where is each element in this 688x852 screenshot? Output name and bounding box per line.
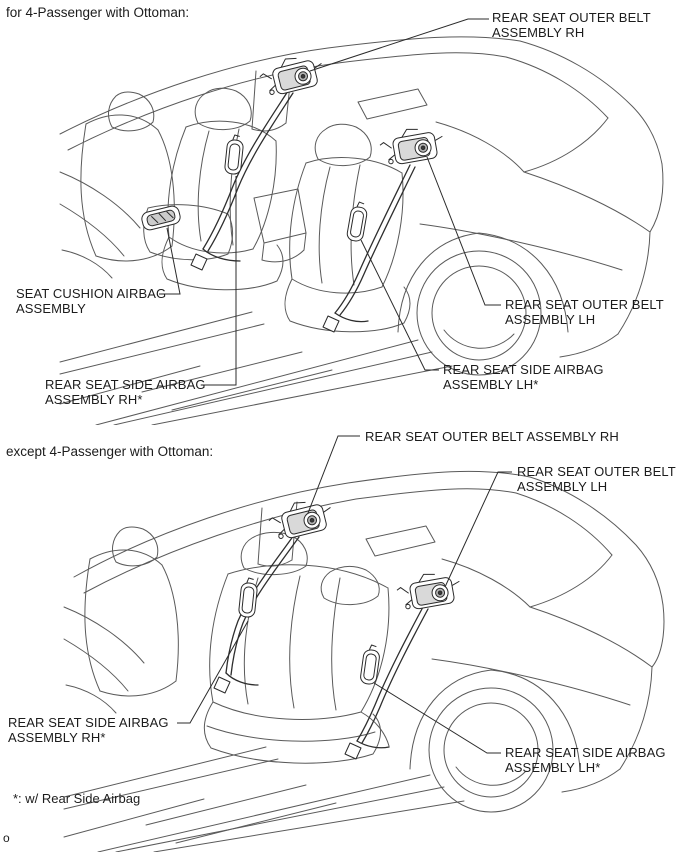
section-title-4passenger: for 4-Passenger with Ottoman: <box>6 5 190 20</box>
section-title-except-4passenger: except 4-Passenger with Ottoman: <box>6 444 214 459</box>
label-line: ASSEMBLY RH* <box>8 730 106 745</box>
page-marker: o <box>3 831 10 845</box>
belt-buckle-lh <box>345 743 361 759</box>
label-line: ASSEMBLY LH <box>517 479 608 494</box>
rear-seats-art <box>144 88 410 332</box>
seat-belts <box>191 91 415 332</box>
label-line: REAR SEAT SIDE AIRBAG <box>8 715 169 730</box>
label-rear-seat-outer-belt-rh-d2 <box>365 429 619 444</box>
label-line: SEAT CUSHION AIRBAG <box>16 286 167 301</box>
label-line: REAR SEAT OUTER BELT <box>517 464 676 479</box>
label-rear-seat-side-airbag-lh-d2 <box>505 745 666 775</box>
label-line: ASSEMBLY LH <box>505 312 596 327</box>
side-airbag-module-lh <box>360 644 381 685</box>
label-rear-seat-side-airbag-lh-d1 <box>443 362 604 392</box>
label-rear-seat-side-airbag-rh-d2 <box>8 715 169 745</box>
label-rear-seat-outer-belt-lh-d1 <box>505 297 664 327</box>
side-airbag-module-rh <box>224 134 244 174</box>
seat-cushion-airbag-module <box>140 205 181 232</box>
label-line: REAR SEAT OUTER BELT <box>505 297 664 312</box>
label-line: REAR SEAT SIDE AIRBAG <box>505 745 666 760</box>
footnote-rear-side-airbag: *: w/ Rear Side Airbag <box>13 791 141 806</box>
label-line: ASSEMBLY RH <box>492 25 585 40</box>
side-airbag-module-rh <box>238 577 258 617</box>
belt-buckle-rh <box>191 254 207 270</box>
label-rear-seat-outer-belt-rh-d1 <box>492 10 651 40</box>
belt-buckle-rh <box>214 677 230 693</box>
label-line: REAR SEAT OUTER BELT <box>492 10 651 25</box>
label-rear-seat-side-airbag-rh-d1 <box>45 377 206 407</box>
label-line: REAR SEAT SIDE AIRBAG <box>443 362 604 377</box>
label-line: ASSEMBLY <box>16 301 86 316</box>
belt-retractor-rh <box>257 51 326 98</box>
belt-retractor-rh <box>266 495 335 542</box>
label-line: ASSEMBLY LH* <box>443 377 539 392</box>
belt-retractor-lh <box>378 123 446 166</box>
label-line: ASSEMBLY LH* <box>505 760 601 775</box>
label-rear-seat-outer-belt-lh-d2 <box>517 464 676 494</box>
label-line: REAR SEAT OUTER BELT ASSEMBLY RH <box>365 429 619 444</box>
label-seat-cushion-airbag <box>16 286 166 316</box>
side-airbag-module-lh <box>346 201 369 242</box>
belt-retractor-lh <box>395 568 463 611</box>
bench-seat-art <box>204 532 389 763</box>
label-line: REAR SEAT SIDE AIRBAG <box>45 377 206 392</box>
label-line: ASSEMBLY RH* <box>45 392 143 407</box>
